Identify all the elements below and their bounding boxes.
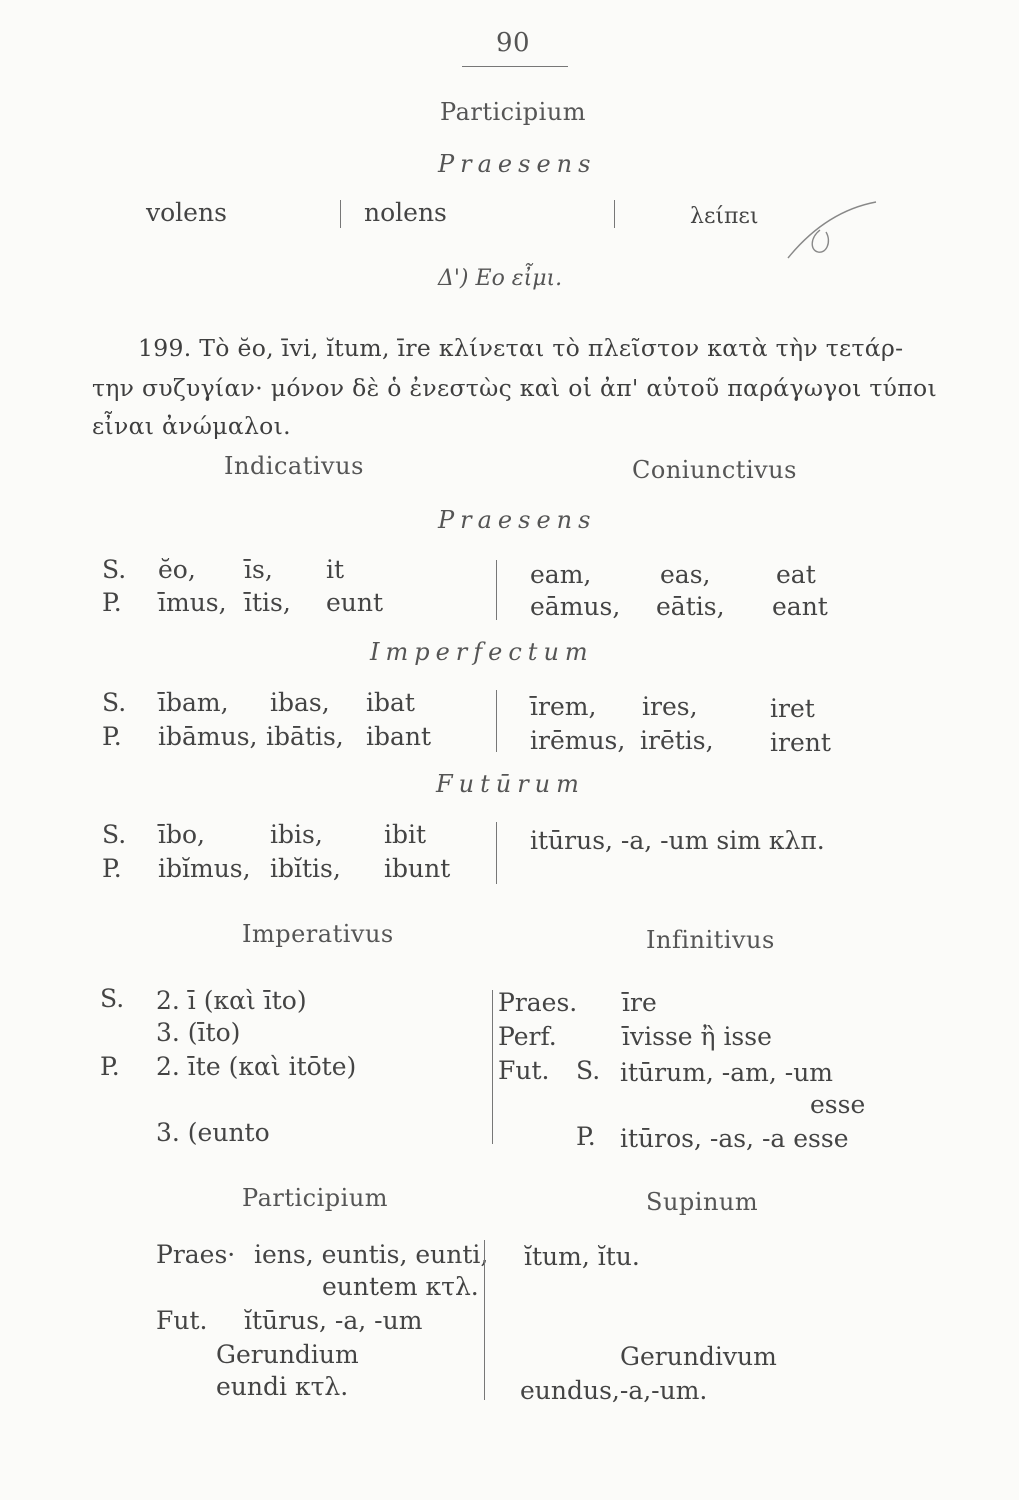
supinum-header: Supinum: [646, 1188, 759, 1216]
impf-divider: [496, 690, 497, 752]
participle-header: Participium: [440, 98, 587, 126]
infin-fut-label: Fut.: [498, 1056, 550, 1085]
part-praes-value-2: euntem κτλ.: [322, 1272, 479, 1301]
leipei: λείπει: [690, 204, 759, 229]
imper-line-1: 2. ī (καὶ īto): [156, 986, 307, 1015]
praesens-tense-label: Praesens: [438, 506, 597, 534]
praes-s3: it: [326, 555, 345, 584]
impf-s2: ibas,: [270, 688, 330, 717]
praes-p3: eunt: [326, 588, 384, 617]
praes-cp2: eātis,: [656, 592, 725, 621]
impf-cp3: irent: [770, 728, 831, 757]
divider-nolens: [614, 200, 615, 228]
fut-s1: ībo,: [158, 820, 205, 849]
futurum-label: Futūrum: [436, 770, 585, 798]
praes-cp1: eāmus,: [530, 592, 621, 621]
infin-fut-s-label: S.: [576, 1056, 601, 1085]
praes-s-label: S.: [102, 555, 127, 584]
handwritten-mark: [784, 196, 884, 268]
fut-s2: ibis,: [270, 820, 323, 849]
page-number: 90: [496, 28, 531, 58]
praes-s1: ĕo,: [158, 555, 196, 584]
imper-line-4: 3. (eunto: [156, 1118, 270, 1147]
impf-s3: ibat: [366, 688, 415, 717]
impf-p-label: P.: [102, 722, 122, 751]
infin-esse: esse: [810, 1090, 866, 1119]
praes-p1: īmus,: [158, 588, 227, 617]
paragraph-line-3: εἶναι ἀνώμαλοι.: [92, 412, 291, 440]
praes-cs2: eas,: [660, 560, 711, 589]
nolens: nolens: [364, 198, 447, 227]
participium-header: Participium: [242, 1184, 389, 1212]
infin-praes-value: īre: [622, 988, 657, 1017]
part-praes-value: iens, euntis, eunti,: [254, 1240, 489, 1269]
infin-praes-label: Praes.: [498, 988, 578, 1017]
imper-s-label: S.: [100, 984, 125, 1013]
part-fut-value: ĭtūrus, -a, -um: [244, 1306, 423, 1335]
imper-line-3: 2. īte (καὶ itōte): [156, 1052, 357, 1081]
fut-s3: ibit: [384, 820, 427, 849]
coniunctivus-header: Coniunctivus: [632, 456, 797, 484]
praes-divider: [496, 560, 497, 620]
praes-p2: ītis,: [244, 588, 291, 617]
infin-fut-s-value: itūrum, -am, -um: [620, 1058, 834, 1087]
impf-cs3: iret: [770, 694, 815, 723]
paragraph-line-2: την συζυγίαν· μόνον δὲ ὁ ἐνεστὼς καὶ οἱ ἀπ' αὐτοῦ παράγωγοι τύποι: [92, 374, 937, 402]
supinum-value: ĭtum, ĭtu.: [524, 1242, 640, 1271]
fut-p2: ibĭtis,: [270, 854, 341, 883]
impf-p1: ibāmus,: [158, 722, 258, 751]
gerundivum-label: Gerundivum: [620, 1342, 777, 1371]
imper-line-2: 3. (īto): [156, 1018, 241, 1047]
praesens-label: Praesens: [438, 150, 597, 178]
impf-cp2: irētis,: [640, 726, 714, 755]
imperfectum-label: Imperfectum: [370, 638, 594, 666]
page-number-rule: [462, 66, 568, 67]
gerundium-label: Gerundium: [216, 1340, 359, 1369]
imper-p-label: P.: [100, 1052, 120, 1081]
impf-s1: ībam,: [158, 688, 229, 717]
infinitivus-header: Infinitivus: [646, 926, 775, 954]
indicativus-header: Indicativus: [224, 452, 364, 480]
fut-conj: itūrus, -a, -um sim κλπ.: [530, 826, 825, 855]
praes-cp3: eant: [772, 592, 828, 621]
infin-fut-p-value: itūros, -as, -a esse: [620, 1124, 849, 1153]
impf-p2: ibātis,: [266, 722, 344, 751]
infin-perf-label: Perf.: [498, 1022, 557, 1051]
praes-s2: īs,: [244, 555, 273, 584]
impf-s-label: S.: [102, 688, 127, 717]
infin-divider: [492, 990, 493, 1144]
divider-volens: [340, 200, 341, 228]
infin-fut-p-label: P.: [576, 1122, 596, 1151]
fut-p3: ibunt: [384, 854, 451, 883]
fut-p-label: P.: [102, 854, 122, 883]
praes-cs1: eam,: [530, 560, 592, 589]
supinum-divider: [484, 1240, 485, 1400]
impf-cs1: īrem,: [530, 692, 597, 721]
part-fut-label: Fut.: [156, 1306, 208, 1335]
volens: volens: [146, 198, 227, 227]
gerundium-value: eundi κτλ.: [216, 1372, 349, 1401]
gerundivum-value: eundus,-a,-um.: [520, 1376, 708, 1405]
imperativus-header: Imperativus: [242, 920, 394, 948]
praes-p-label: P.: [102, 588, 122, 617]
infin-perf-value: īvisse ἢ isse: [622, 1022, 772, 1051]
impf-cs2: ires,: [642, 692, 698, 721]
fut-p1: ibĭmus,: [158, 854, 251, 883]
impf-cp1: irēmus,: [530, 726, 626, 755]
paragraph-line-1: 199. Τὸ ĕo, īvi, ĭtum, īre κλίνεται τὸ πλεῖστον κατὰ τὴν τετάρ-: [138, 334, 904, 362]
impf-p3: ibant: [366, 722, 432, 751]
part-praes-label: Praes·: [156, 1240, 236, 1269]
praes-cs3: eat: [776, 560, 816, 589]
section-title: Δ') Eo εἶμι.: [438, 266, 563, 291]
fut-s-label: S.: [102, 820, 127, 849]
fut-divider: [496, 822, 497, 884]
